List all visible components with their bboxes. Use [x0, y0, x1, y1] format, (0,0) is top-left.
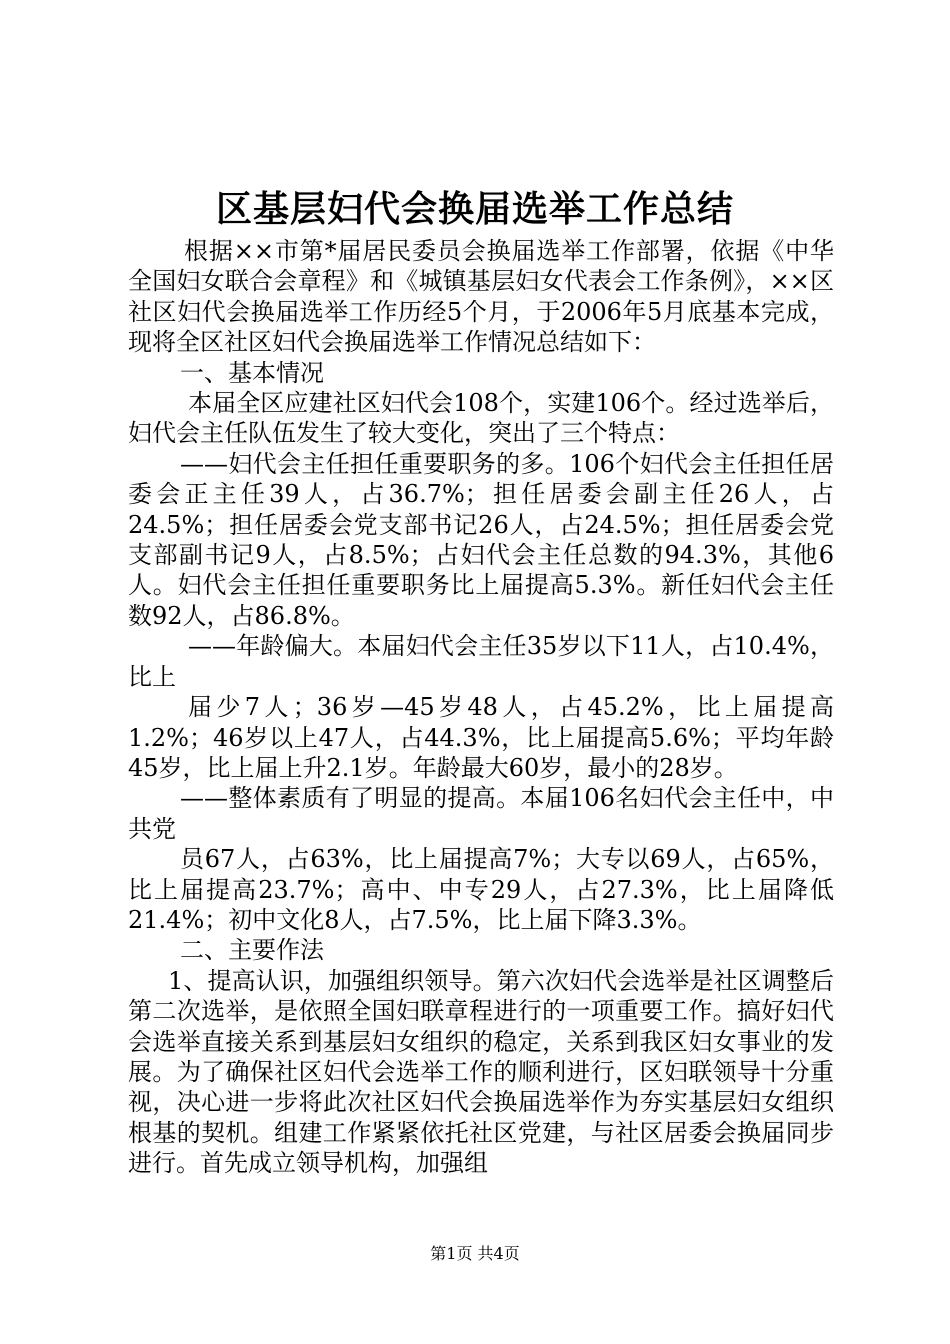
document-title: 区基层妇代会换届选举工作总结 [215, 188, 734, 230]
paragraph-positions: ——妇代会主任担任重要职务的多。106个妇代会主任担任居委会正主任39人，占36.7%；担任居委会副主任26人，占24.5%；担任居委会党支部书记26人，占24.5%；担任居委会党支部副书记9人，占8.5%；占妇代会主任总数的94.3%，其他6人。妇代会主任担任重要职务比上届提高5.3%。新任妇代会主任数92人，占86.8%。 [128, 449, 834, 630]
section-heading-methods: 二、主要作法 [180, 936, 324, 965]
section-heading-basic: 一、基本情况 [180, 358, 324, 387]
paragraph-overview: 本届全区应建社区妇代会108个，实建106个。经过选举后，妇代会主任队伍发生了较大变化，突出了三个特点： [128, 389, 834, 448]
paragraph-age-cont: 届少7人；36岁—45岁48人，占45.2%，比上届提高1.2%；46岁以上47人，占44.3%，比上届提高5.6%；平均年龄45岁，比上届上升2.1岁。年龄最大60岁，最小的28岁。 [128, 693, 834, 782]
paragraph-age: ——年龄偏大。本届妇代会主任35岁以下11人，占10.4%，比上 [128, 632, 834, 691]
paragraph-quality: ——整体素质有了明显的提高。本届106名妇代会主任中，中共党 [128, 784, 834, 843]
page-footer: 第1页 共4页 [430, 1244, 520, 1263]
paragraph-quality-cont: 员67人，占63%，比上届提高7%；大专以69人，占65%，比上届提高23.7%；高中、中专29人，占27.3%，比上届降低21.4%；初中文化8人，占7.5%，比上届下降3.3%。 [128, 845, 834, 934]
paragraph-method-1: 1、提高认识，加强组织领导。第六次妇代会选举是社区调整后第二次选举，是依照全国妇联章程进行的一项重要工作。搞好妇代会选举直接关系到基层妇女组织的稳定，关系到我区妇女事业的发展。为了确保社区妇代会选举工作的顺利进行，区妇联领导十分重视，决心进一步将此次社区妇代会换届选举作为夯实基层妇女组织根基的契机。组建工作紧紧依托社区党建，与社区居委会换届同步进行。首先成立领导机构，加强组 [128, 966, 834, 1178]
document-body [128, 236, 834, 1179]
intro-paragraph: 根据××市第*届居民委员会换届选举工作部署，依据《中华全国妇女联合会章程》和《城镇基层妇女代表会工作条例》，××区社区妇代会换届选举工作历经5个月，于2006年5月底基本完成，现将全区社区妇代会换届选举工作情况总结如下： [128, 237, 834, 357]
